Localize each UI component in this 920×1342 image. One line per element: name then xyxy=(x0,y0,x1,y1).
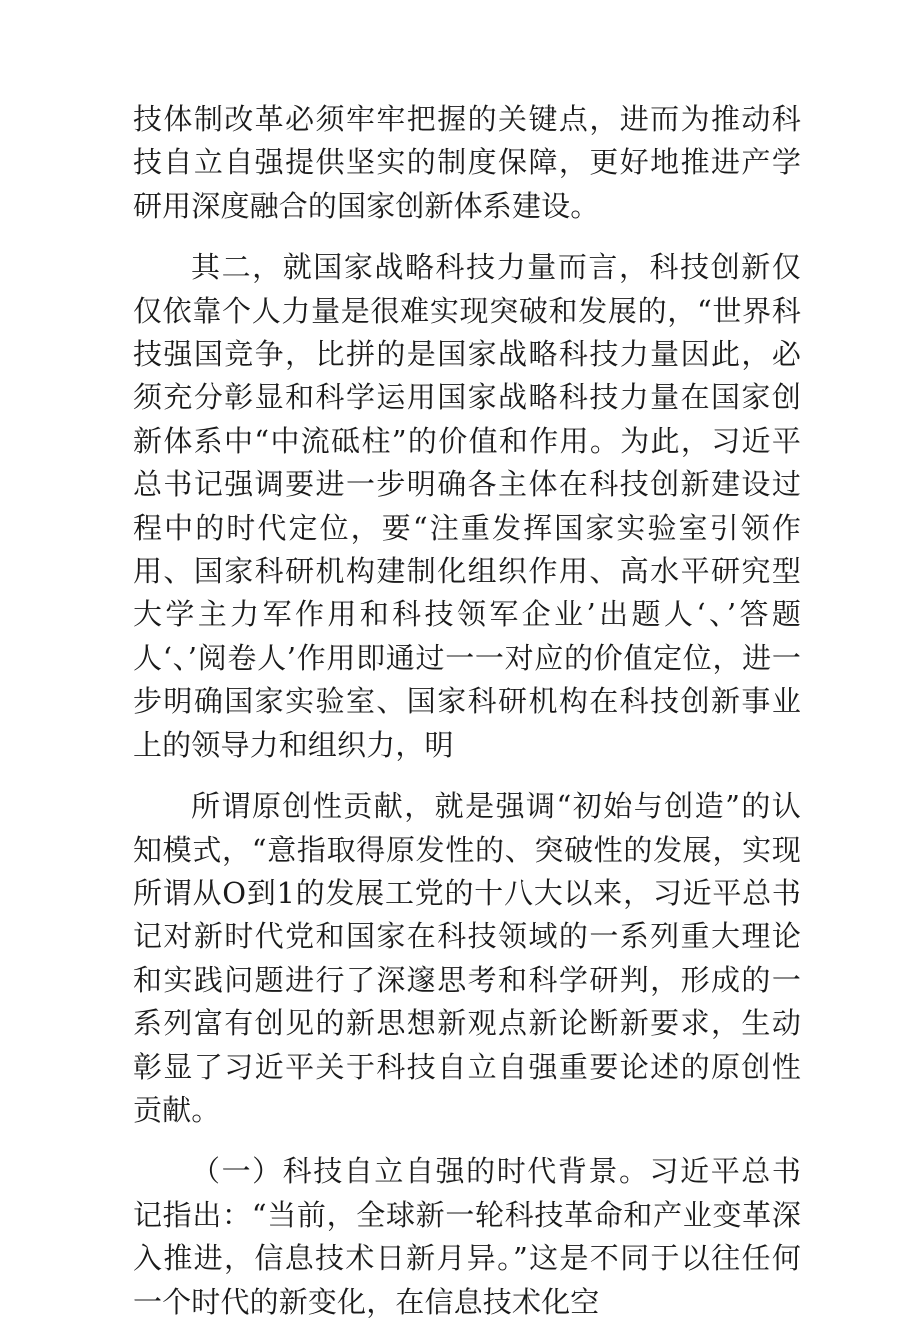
document-body xyxy=(133,98,801,1342)
paragraph-2: 其二，就国家战略科技力量而言，科技创新仅仅依靠个人力量是很难实现突破和发展的，“世界科技强国竞争，比拼的是国家战略科技力量因此，必须充分彰显和科学运用国家战略科技力量在国家创新体系中“中流砥柱”的价值和作用。为此，习近平总书记强调要进一步明确各主体在科技创新建设过程中的时代定位，要“注重发挥国家实验室引领作用、国家科研机构建制化组织作用、高水平研究型大学主力军作用和科技领军企业’出题人‘、’答题人‘、’阅卷人’作用即通过一一对应的价值定位，进一步明确国家实验室、国家科研机构在科技创新事业上的领导力和组织力，明 xyxy=(133,250,801,762)
paragraph-4: （一）科技自立自强的时代背景。习近平总书记指出：“当前，全球新一轮科技革命和产业变革深入推进，信息技术日新月异。”这是不同于以往任何一个时代的新变化，在信息技术化空 xyxy=(133,1154,801,1319)
paragraph-1: 技体制改革必须牢牢把握的关键点，进而为推动科技自立自强提供坚实的制度保障，更好地推进产学研用深度融合的国家创新体系建设。 xyxy=(133,102,801,223)
paragraph-3: 所谓原创性贡献，就是强调“初始与创造”的认知模式，“意指取得原发性的、突破性的发展，实现所谓从O到1的发展工党的十八大以来，习近平总书记对新时代党和国家在科技领域的一系列重大理论和实践问题进行了深邃思考和科学研判，形成的一系列富有创见的新思想新观点新论断新要求，生动彰显了习近平关于科技自立自强重要论述的原创性贡献。 xyxy=(133,789,801,1127)
